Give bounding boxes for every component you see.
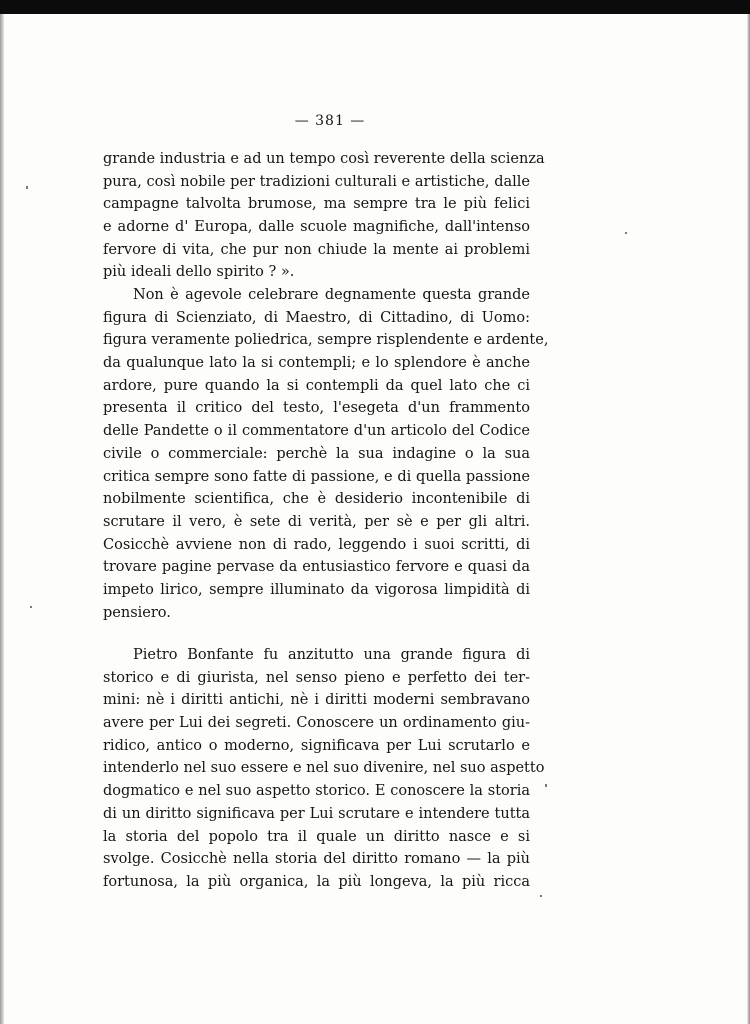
text-line: la storia del popolo tra il quale un diritto nasce e si xyxy=(103,828,530,845)
text-line: impeto lirico, sempre illuminato da vigorosa limpidità di xyxy=(103,581,530,598)
scan-speck xyxy=(30,606,32,608)
paragraph-1 xyxy=(103,148,545,284)
text-line: ridico, antico o moderno, significava per Lui scrutarlo e xyxy=(103,737,530,754)
text-line: nobilmente scientifica, che è desiderio incontenibile di xyxy=(103,491,530,508)
text-line: figura di Scienziato, di Maestro, di Cittadino, di Uomo: xyxy=(103,309,530,326)
text-line: mini: nè i diritti antichi, nè i diritti moderni sembravano xyxy=(103,692,530,709)
text-line: campagne talvolta brumose, ma sempre tra le più felici xyxy=(103,196,530,213)
paragraph-2 xyxy=(103,284,549,624)
page-number: — 381 — xyxy=(294,113,366,129)
text-line: critica sempre sono fatte di passione, e di quella passione xyxy=(103,468,530,485)
text-line: dogmatico e nel suo aspetto storico. E conoscere la storia xyxy=(103,783,530,800)
text-line: delle Pandette o il commentatore d'un articolo del Codice xyxy=(103,423,530,440)
text-line: Cosicchè avviene non di rado, leggendo i suoi scritti, di xyxy=(103,536,530,553)
text-line: civile o commerciale: perchè la sua indagine o la sua xyxy=(103,445,530,462)
text-line: storico e di giurista, nel senso pieno e perfetto dei ter- xyxy=(103,669,530,686)
scan-left-edge xyxy=(0,14,4,1024)
text-line: svolge. Cosicchè nella storia del diritto romano — la più xyxy=(103,851,530,868)
text-line: presenta il critico del testo, l'esegeta d'un frammento xyxy=(103,400,530,417)
scan-speck xyxy=(540,895,542,897)
text-line: pensiero. xyxy=(103,604,171,621)
paragraph-3 xyxy=(103,644,545,894)
text-line: Non è agevole celebrare degnamente questa grande xyxy=(133,287,530,303)
text-line: da qualunque lato la si contempli; e lo splendore è anche xyxy=(103,355,530,372)
text-line: fortunosa, la più organica, la più longeva, la più ricca xyxy=(103,873,530,890)
text-line: fervore di vita, che pur non chiude la mente ai problemi xyxy=(103,241,530,258)
scan-speck xyxy=(625,232,627,234)
scan-speck xyxy=(26,186,28,189)
text-line: pura, così nobile per tradizioni culturali e artistiche, dalle xyxy=(103,173,530,190)
text-line: avere per Lui dei segreti. Conoscere un ordinamento giu- xyxy=(103,715,530,732)
text-line: ardore, pure quando la si contempli da quel lato che ci xyxy=(103,377,530,394)
text-line: grande industria e ad un tempo così reverente della scienza xyxy=(103,151,545,167)
text-line: scrutare il vero, è sete di verità, per sè e per gli altri. xyxy=(103,513,530,530)
text-line: e adorne d' Europa, dalle scuole magnifiche, dall'intenso xyxy=(103,219,530,236)
text-line: più ideali dello spirito ? ». xyxy=(103,264,295,281)
text-line: di un diritto significava per Lui scrutare e intendere tutta xyxy=(103,805,530,822)
scan-speck xyxy=(545,784,547,787)
scan-top-border xyxy=(0,0,750,14)
text-line: figura veramente poliedrica, sempre risplendente e ardente, xyxy=(103,332,549,349)
text-line: Pietro Bonfante fu anzitutto una grande figura di xyxy=(133,647,530,663)
text-line: intenderlo nel suo essere e nel suo divenire, nel suo aspetto xyxy=(103,760,545,777)
text-line: trovare pagine pervase da entusiastico fervore e quasi da xyxy=(103,559,530,576)
